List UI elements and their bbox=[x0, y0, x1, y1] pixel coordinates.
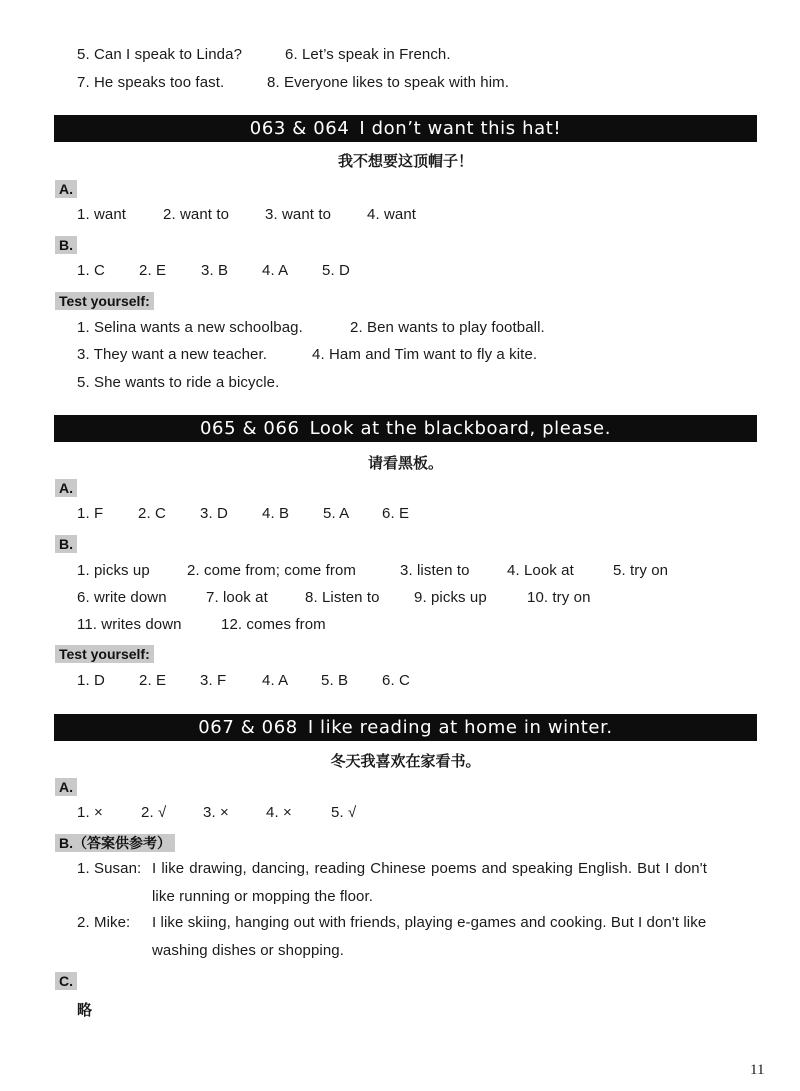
answer-item: 4. × bbox=[266, 804, 292, 821]
answer-line: washing dishes or shopping. bbox=[152, 942, 344, 959]
answer-item: 4. B bbox=[262, 505, 290, 522]
answer-item: 12. comes from bbox=[221, 616, 326, 633]
answer-item: 10. try on bbox=[527, 589, 591, 606]
answer-item: 3. B bbox=[201, 262, 229, 279]
answer-line: 7. He speaks too fast. bbox=[77, 74, 225, 91]
answer-line: 4. Ham and Tim want to fly a kite. bbox=[312, 346, 538, 363]
answer-item: 1. × bbox=[77, 804, 103, 821]
section-header-065-066 bbox=[54, 415, 757, 442]
answer-line: 1. Selina wants a new schoolbag. bbox=[77, 319, 303, 336]
answer-item: 4. Look at bbox=[507, 562, 574, 579]
answer-item: 11. writes down bbox=[77, 616, 182, 633]
answer-item: 4. want bbox=[367, 206, 417, 223]
answer-item: 1. picks up bbox=[77, 562, 150, 579]
answer-line: 2. Ben wants to play football. bbox=[350, 319, 545, 336]
exercise-label-b: B.（答案供参考） bbox=[55, 834, 175, 852]
lesson-title: Look at the blackboard, please. bbox=[309, 418, 612, 439]
exercise-label-a: A. bbox=[55, 180, 77, 198]
answer-name: 2. Mike: bbox=[77, 914, 131, 931]
lesson-title: I don’t want this hat! bbox=[359, 118, 562, 139]
answer-item: 3. D bbox=[200, 505, 228, 522]
answer-item: 2. E bbox=[139, 262, 167, 279]
lesson-number: 065 & 066 bbox=[199, 418, 300, 439]
answer-item: 1. F bbox=[77, 505, 104, 522]
test-yourself-label: Test yourself: bbox=[55, 292, 154, 310]
answer-line: like running or mopping the floor. bbox=[152, 888, 374, 905]
exercise-label-b: B. bbox=[55, 236, 77, 254]
answer-item: 7. look at bbox=[206, 589, 268, 606]
answer-item: 5. √ bbox=[331, 804, 357, 821]
chinese-title: 请看黑板。 bbox=[367, 454, 443, 472]
answer-line: 3. They want a new teacher. bbox=[77, 346, 268, 363]
section-header-063-064 bbox=[54, 115, 757, 142]
exercise-label-a: A. bbox=[55, 479, 77, 497]
answer-item: 1. C bbox=[77, 262, 105, 279]
answer-item: 3. want to bbox=[265, 206, 332, 223]
answer-item: 5. try on bbox=[613, 562, 669, 579]
answer-line: 8. Everyone likes to speak with him. bbox=[267, 74, 510, 91]
answer-item: 3. × bbox=[203, 804, 229, 821]
answer-item: 略 bbox=[77, 1001, 93, 1019]
answer-item: 4. A bbox=[262, 262, 289, 279]
test-yourself-label: Test yourself: bbox=[55, 645, 154, 663]
lesson-title: I like reading at home in winter. bbox=[307, 717, 613, 738]
answer-line: 6. Let’s speak in French. bbox=[285, 46, 451, 63]
answer-item: 6. write down bbox=[77, 589, 167, 606]
answer-line: 5. Can I speak to Linda? bbox=[77, 46, 243, 63]
chinese-title: 我不想要这顶帽子！ bbox=[337, 152, 473, 170]
lesson-number: 067 & 068 bbox=[198, 717, 298, 738]
answer-item: 2. E bbox=[139, 672, 167, 689]
answer-item: 2. want to bbox=[163, 206, 230, 223]
exercise-label-c: C. bbox=[55, 972, 77, 990]
answer-item: 1. D bbox=[77, 672, 105, 689]
answer-item: 2. √ bbox=[141, 804, 167, 821]
answer-item: 5. D bbox=[322, 262, 350, 279]
answer-item: 6. E bbox=[382, 505, 410, 522]
page-number: 11 bbox=[750, 1062, 765, 1078]
exercise-label-b: B. bbox=[55, 535, 77, 553]
answer-item: 4. A bbox=[262, 672, 289, 689]
answer-item: 2. come from; come from bbox=[187, 562, 357, 579]
answer-item: 5. A bbox=[323, 505, 350, 522]
exercise-label-a: A. bbox=[55, 778, 77, 796]
answer-line: 5. She wants to ride a bicycle. bbox=[77, 374, 280, 391]
answer-item: 2. C bbox=[138, 505, 166, 522]
answer-item: 9. picks up bbox=[414, 589, 487, 606]
answer-name: 1. Susan: bbox=[77, 860, 142, 877]
answer-line: I like drawing, dancing, reading Chinese poems and speaking English. But I don't bbox=[152, 860, 707, 877]
answer-item: 3. listen to bbox=[400, 562, 470, 579]
answer-line: I like skiing, hanging out with friends, playing e-games and cooking. But I don't like bbox=[152, 914, 707, 931]
answer-item: 1. want bbox=[77, 206, 127, 223]
answer-item: 5. B bbox=[321, 672, 349, 689]
answer-item: 6. C bbox=[382, 672, 410, 689]
answer-item: 8. Listen to bbox=[305, 589, 380, 606]
answer-item: 3. F bbox=[200, 672, 227, 689]
section-header-067-068 bbox=[54, 714, 757, 741]
chinese-title: 冬天我喜欢在家看书。 bbox=[330, 752, 481, 770]
lesson-number: 063 & 064 bbox=[249, 118, 350, 139]
